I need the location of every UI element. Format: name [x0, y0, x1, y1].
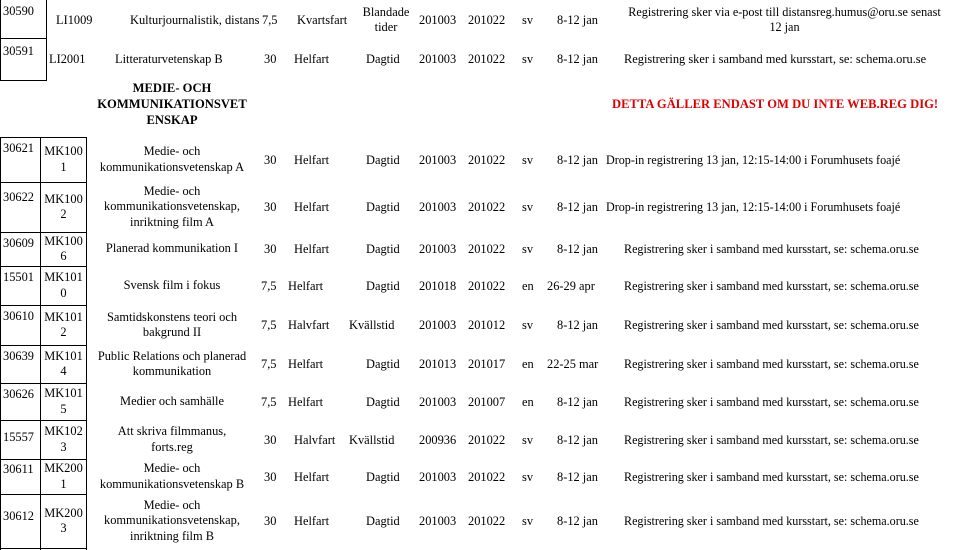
- course-pace: Helfart: [294, 469, 330, 484]
- course-language: en: [522, 278, 534, 293]
- course-dates: 8-12 jan: [557, 432, 598, 447]
- course-end-week: 201012: [468, 318, 506, 332]
- course-code: MK101 5: [44, 386, 83, 416]
- course-start-week: 201003: [419, 52, 457, 66]
- course-name: Medie- och kommunikationsvetenskap, inriktning film A: [104, 183, 240, 229]
- course-language: sv: [522, 469, 534, 484]
- course-time: Kvällstid: [349, 318, 395, 332]
- course-note: Drop-in registrering 13 jan, 12:15-14:00 i Forumhusets foajé: [606, 152, 901, 167]
- course-code: LI1009: [56, 13, 93, 27]
- course-dates: 8-12 jan: [557, 514, 598, 528]
- course-pace: Helfart: [288, 357, 324, 371]
- course-start-week: 201018: [419, 278, 457, 293]
- course-name: Medie- och kommunikationsvetenskap A: [99, 144, 245, 174]
- course-end-week: 201017: [468, 357, 506, 371]
- course-pace: Helfart: [288, 278, 324, 293]
- course-language: sv: [522, 432, 534, 447]
- course-pace: Kvartsfart: [297, 13, 348, 27]
- course-name: Medie- och kommunikationsvetenskap, inriktning film B: [104, 497, 240, 543]
- course-start-week: 201003: [419, 242, 457, 256]
- course-note: Registrering sker via e-post till distansreg.humus@oru.se senast 12 jan: [628, 4, 941, 34]
- course-id: 30626: [3, 387, 34, 401]
- course-code: MK100 2: [44, 191, 83, 221]
- course-dates: 8-12 jan: [557, 394, 598, 409]
- course-credits: 7,5: [262, 13, 278, 27]
- course-time: Dagtid: [366, 394, 400, 409]
- course-note: Registrering sker i samband med kursstart, se: schema.oru.se: [624, 318, 919, 332]
- course-dates: 26-29 apr: [547, 278, 595, 293]
- course-start-week: 201003: [419, 152, 457, 167]
- course-code: MK101 2: [44, 309, 83, 339]
- course-pace: Helfart: [294, 52, 330, 66]
- course-note: Registrering sker i samband med kursstart, se: schema.oru.se: [624, 469, 919, 484]
- course-pace: Helfart: [294, 514, 330, 528]
- course-end-week: 201022: [468, 432, 506, 447]
- course-code: MK101 0: [44, 270, 83, 300]
- course-language: sv: [522, 52, 534, 66]
- course-start-week: 201003: [419, 200, 457, 214]
- course-note: Registrering sker i samband med kursstart, se: schema.oru.se: [624, 52, 927, 66]
- course-note: Registrering sker i samband med kursstart, se: schema.oru.se: [624, 394, 919, 409]
- course-start-week: 201003: [419, 469, 457, 484]
- course-end-week: 201022: [468, 13, 506, 27]
- course-language: en: [522, 357, 534, 371]
- course-note: Drop-in registrering 13 jan, 12:15-14:00 i Forumhusets foajé: [606, 200, 901, 214]
- course-end-week: 201007: [468, 394, 506, 409]
- course-pace: Helfart: [294, 200, 330, 214]
- course-credits: 30: [264, 152, 277, 167]
- course-name: Planerad kommunikation I: [105, 241, 239, 256]
- course-credits: 7,5: [261, 318, 277, 332]
- course-start-week: 201003: [419, 318, 457, 332]
- course-dates: 22-25 mar: [547, 357, 599, 371]
- course-dates: 8-12 jan: [557, 52, 598, 66]
- course-id: 15501: [3, 270, 34, 284]
- course-time: Dagtid: [366, 52, 400, 66]
- course-language: en: [522, 394, 534, 409]
- course-time: Dagtid: [366, 242, 400, 256]
- course-name: Samtidskonstens teori och bakgrund II: [106, 309, 238, 339]
- section-title: MEDIE- OCH KOMMUNIKATIONSVET ENSKAP: [97, 81, 247, 127]
- course-note: Registrering sker i samband med kursstart, se: schema.oru.se: [624, 514, 919, 528]
- course-code: MK102 3: [44, 424, 83, 454]
- course-credits: 7,5: [261, 278, 277, 293]
- course-code: LI2001: [49, 52, 86, 66]
- course-language: sv: [522, 242, 534, 256]
- course-id: 30591: [3, 44, 34, 58]
- course-time: Blandade tider: [362, 4, 410, 34]
- course-language: sv: [522, 152, 534, 167]
- course-time: Dagtid: [366, 200, 400, 214]
- course-id: 30612: [3, 509, 34, 523]
- course-start-week: 201003: [419, 394, 457, 409]
- course-id: 30621: [3, 141, 34, 155]
- course-dates: 8-12 jan: [557, 242, 598, 256]
- course-dates: 8-12 jan: [557, 200, 598, 214]
- course-id: 30622: [3, 190, 34, 204]
- course-end-week: 201022: [468, 152, 506, 167]
- course-language: sv: [522, 13, 534, 27]
- course-id: 30610: [3, 309, 34, 323]
- course-start-week: 201013: [419, 357, 457, 371]
- course-credits: 30: [264, 514, 277, 528]
- course-pace: Helfart: [294, 242, 330, 256]
- course-note: Registrering sker i samband med kursstart, se: schema.oru.se: [624, 278, 919, 293]
- course-credits: 7,5: [261, 394, 277, 409]
- course-id: 30639: [3, 349, 34, 363]
- course-dates: 8-12 jan: [557, 13, 598, 27]
- course-name: Medier och samhälle: [120, 393, 224, 408]
- course-start-week: 201003: [419, 13, 457, 27]
- course-name: Public Relations och planerad kommunikation: [97, 348, 247, 378]
- course-pace: Halvfart: [288, 318, 330, 332]
- course-start-week: 201003: [419, 514, 457, 528]
- course-time: Dagtid: [366, 278, 400, 293]
- course-language: sv: [522, 318, 534, 332]
- course-time: Kvällstid: [349, 432, 395, 447]
- course-pace: Halvfart: [294, 432, 336, 447]
- course-name: Kulturjournalistik, distans: [130, 13, 260, 27]
- course-credits: 30: [264, 432, 277, 447]
- course-note: Registrering sker i samband med kursstart, se: schema.oru.se: [624, 242, 919, 256]
- course-name: Att skriva filmmanus, forts.reg: [117, 424, 227, 454]
- course-start-week: 200936: [419, 432, 457, 447]
- course-code: MK100 6: [44, 233, 83, 263]
- course-end-week: 201022: [468, 242, 506, 256]
- course-code: MK200 3: [44, 505, 83, 535]
- course-code: MK100 1: [44, 144, 83, 174]
- course-dates: 8-12 jan: [557, 152, 598, 167]
- course-pace: Helfart: [294, 152, 330, 167]
- course-end-week: 201022: [468, 469, 506, 484]
- course-time: Dagtid: [366, 357, 400, 371]
- course-credits: 30: [264, 52, 277, 66]
- web-registration-warning: DETTA GÄLLER ENDAST OM DU INTE WEB.REG DIG!: [612, 97, 939, 111]
- course-language: sv: [522, 200, 534, 214]
- course-end-week: 201022: [468, 200, 506, 214]
- course-language: sv: [522, 514, 534, 528]
- course-dates: 8-12 jan: [557, 469, 598, 484]
- course-code: MK101 4: [44, 348, 83, 378]
- course-id: 15557: [3, 430, 34, 444]
- course-code: MK200 1: [44, 461, 83, 491]
- course-credits: 7,5: [261, 357, 277, 371]
- course-credits: 30: [264, 242, 277, 256]
- course-note: Registrering sker i samband med kursstart, se: schema.oru.se: [624, 357, 919, 371]
- course-id: 30590: [3, 4, 34, 18]
- course-name: Medie- och kommunikationsvetenskap B: [99, 461, 245, 491]
- course-time: Dagtid: [366, 469, 400, 484]
- course-time: Dagtid: [366, 152, 400, 167]
- course-credits: 30: [264, 469, 277, 484]
- course-end-week: 201022: [468, 514, 506, 528]
- course-time: Dagtid: [366, 514, 400, 528]
- course-dates: 8-12 jan: [557, 318, 598, 332]
- course-name: Litteraturvetenskap B: [115, 52, 223, 66]
- course-end-week: 201022: [468, 278, 506, 293]
- course-pace: Helfart: [288, 394, 324, 409]
- course-id: 30609: [3, 236, 34, 250]
- course-name: Svensk film i fokus: [123, 277, 221, 292]
- course-id: 30611: [3, 462, 34, 476]
- course-note: Registrering sker i samband med kursstart, se: schema.oru.se: [624, 432, 919, 447]
- course-end-week: 201022: [468, 52, 506, 66]
- course-credits: 30: [264, 200, 277, 214]
